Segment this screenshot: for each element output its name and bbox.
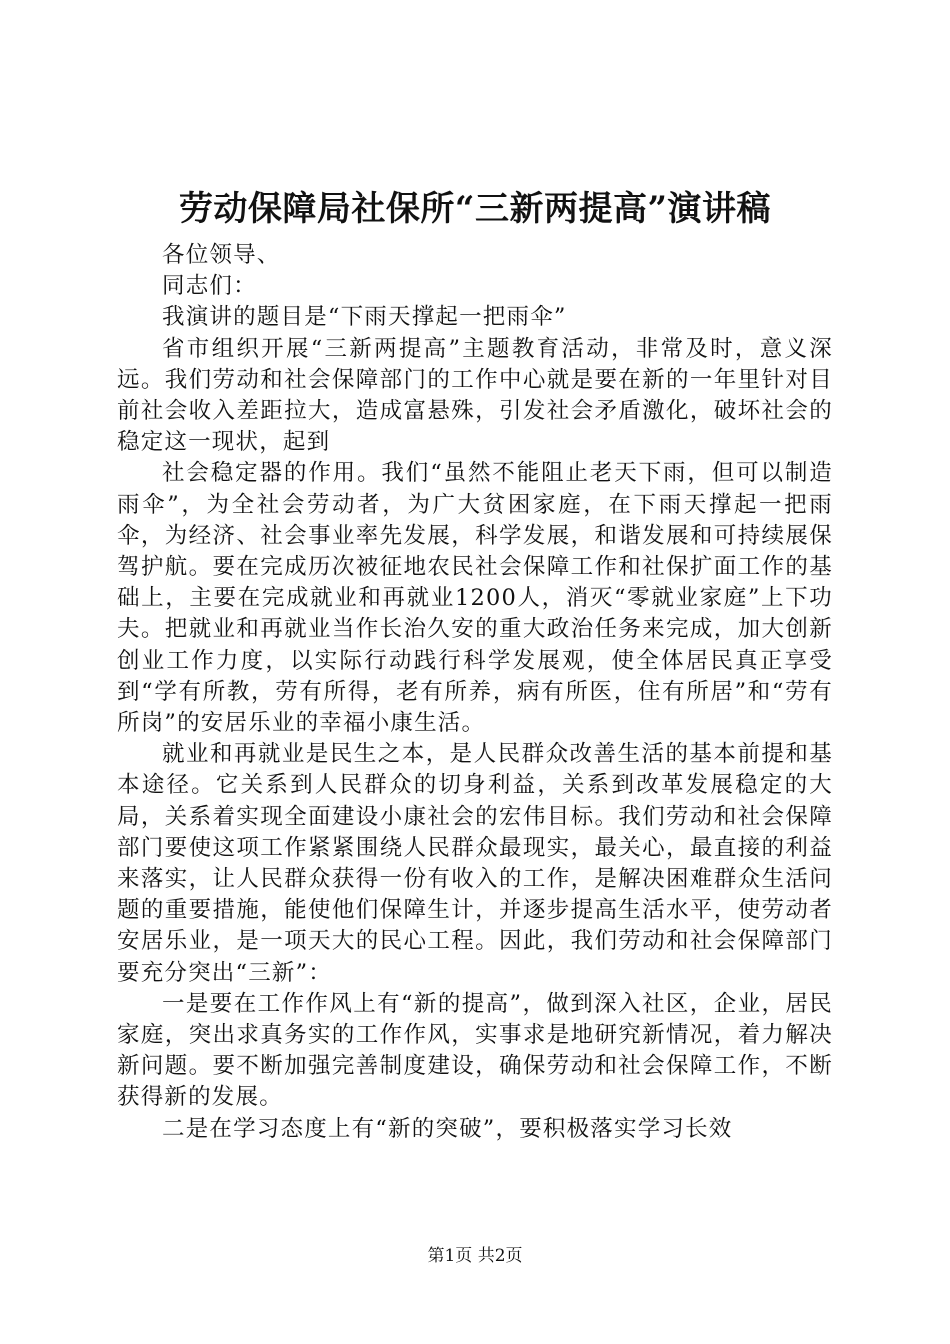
document-title: 劳动保障局社保所“三新两提高”演讲稿: [178, 189, 772, 229]
page-number-footer: 第1页 共2页: [427, 1246, 523, 1266]
salutation-leaders: 各位领导、: [162, 242, 281, 268]
speech-topic: 我演讲的题目是“下雨天撑起一把雨伞”: [162, 304, 567, 331]
body-paragraph: 省市组织开展“三新两提高”主题教育活动，非常及时，意义深远。我们劳动和社会保障部门的工作中心就是要在新的一年里针对目前社会收入差距拉大，造成富悬殊，引发社会矛盾激化，破坏社会的稳定这一现状，起到: [117, 335, 833, 456]
body-paragraph: 一是要在工作作风上有“新的提高”，做到深入社区，企业，居民家庭，突出求真务实的工作作风，实事求是地研究新情况，着力解决新问题。要不断加强完善制度建设，确保劳动和社会保障工作，不断获得新的发展。: [117, 990, 833, 1111]
body-paragraph: 二是在学习态度上有“新的突破”，要积极落实学习长效: [162, 1115, 733, 1142]
body-paragraph: 社会稳定器的作用。我们“虽然不能阻止老天下雨，但可以制造雨伞”，为全社会劳动者，为广大贫困家庭，在下雨天撑起一把雨伞，为经济、社会事业率先发展，科学发展，和谐发展和可持续展保驾护航。要在完成历次被征地农民社会保障工作和社保扩面工作的基础上，主要在完成就业和再就业1200人，消灭“零就业家庭”上下功夫。把就业和再就业当作长治久安的重大政治任务来完成，加大创新创业工作力度，以实际行动践行科学发展观，使全体居民真正享受到“学有所教，劳有所得，老有所养，病有所医，住有所居”和“劳有所岗”的安居乐业的幸福小康生活。: [117, 460, 833, 737]
document-body: [117, 240, 833, 1145]
body-paragraph: 就业和再就业是民生之本，是人民群众改善生活的基本前提和基本途径。它关系到人民群众的切身利益，关系到改革发展稳定的大局，关系着实现全面建设小康社会的宏伟目标。我们劳动和社会保障部门要使这项工作紧紧围绕人民群众最现实，最关心，最直接的利益来落实，让人民群众获得一份有收入的工作，是解决困难群众生活问题的重要措施，能使他们保障生计，并逐步提高生活水平，使劳动者安居乐业，是一项天大的民心工程。因此，我们劳动和社会保障部门要充分突出“三新”：: [117, 741, 833, 986]
salutation-comrades: 同志们：: [162, 273, 257, 300]
